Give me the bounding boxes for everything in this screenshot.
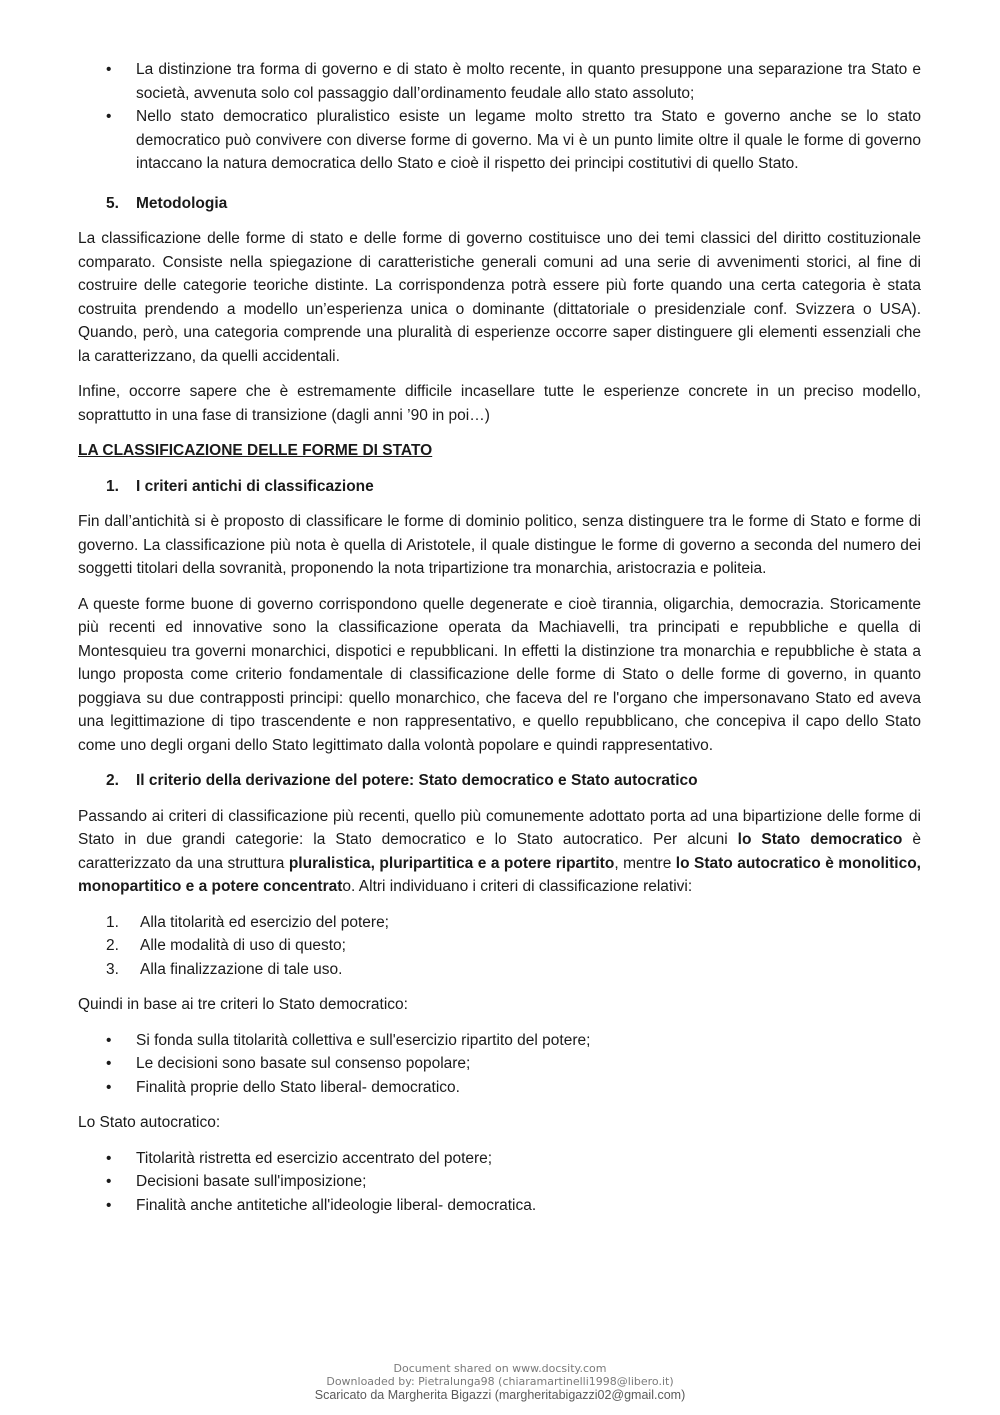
bullet-icon: •	[106, 1078, 112, 1096]
bullet-icon: •	[106, 61, 112, 78]
bullet-icon: •	[106, 1031, 112, 1049]
list-item: • Le decisioni sono basate sul consenso popolare;	[78, 1052, 921, 1076]
paragraph: Quindi in base ai tre criteri lo Stato democratico:	[78, 996, 408, 1013]
list-item: 1. Alla titolarità ed esercizio del potere;	[106, 913, 389, 931]
list-item: • Nello stato democratico pluralistico esiste un legame molto stretto tra Stato e governo anche se lo stato democratico può convivere con diverse forme di governo. Ma vi è un punto limite oltre il quale le forme di governo intaccano la natura democratica dello Stato e cioè il rispetto dei principi costitutivi di quello Stato.	[78, 105, 921, 176]
section-title: LA CLASSIFICAZIONE DELLE FORME DI STATO	[78, 442, 433, 459]
list-item: • Decisioni basate sull'imposizione;	[78, 1170, 921, 1194]
bullet-icon: •	[106, 1149, 112, 1167]
list-item: • Finalità proprie dello Stato liberal- democratico.	[78, 1076, 921, 1100]
footer-downloaded-from: Scaricato da Margherita Bigazzi (margheritabigazzi02@gmail.com)	[314, 1388, 686, 1402]
list-item: 3. Alla finalizzazione di tale uso.	[106, 960, 343, 978]
bullet-list-top	[78, 58, 921, 176]
paragraph: Passando ai criteri di classificazione più recenti, quello più comunemente adottato porta ad una bipartizione delle forme di Stato in due grandi categorie: la Stato democratico e lo Stato autocratico. Per alcuni lo Stato democratico è caratterizzato da una struttura pluralistica, pluripartitica e a potere ripartito, mentre lo Stato autocratico è monolitico, monopartitico e a potere concentrato. Altri individuano i criteri di classificazione relativi:	[78, 807, 921, 895]
bullet-list-democratico	[78, 1029, 921, 1100]
bullet-list-autocratico	[78, 1147, 921, 1218]
list-item: • Finalità anche antitetiche all'ideologie liberal- democratica.	[78, 1194, 921, 1218]
heading-criterio-derivazione: 2. Il criterio della derivazione del potere: Stato democratico e Stato autocratico	[106, 772, 698, 789]
page-content	[78, 58, 921, 1217]
bullet-icon: •	[106, 1055, 112, 1072]
bullet-icon: •	[106, 1173, 112, 1190]
heading-metodologia: 5. Metodologia	[106, 194, 228, 212]
paragraph: Lo Stato autocratico:	[78, 1114, 221, 1131]
paragraph: Fin dall’antichità si è proposto di classificare le forme di dominio politico, senza distinguere tra le forme di Stato e forme di governo. La classificazione più nota è quella di Aristotele, il quale distingue le forme di governo a seconda del numero dei soggetti titolari della sovranità, proponendo la nota tripartizione tra monarchia, aristocrazia e politeia.	[78, 513, 921, 577]
footer-shared-on: Document shared on www.docsity.com	[393, 1362, 607, 1375]
bullet-icon: •	[106, 1196, 112, 1214]
paragraph: Infine, occorre sapere che è estremamente difficile incasellare tutte le esperienze concrete in un preciso modello, soprattutto in una fase di transizione (dagli anni ’90 in poi…)	[78, 383, 921, 424]
list-item: • Si fonda sulla titolarità collettiva e sull'esercizio ripartito del potere;	[78, 1029, 921, 1053]
list-item: 2. Alle modalità di uso di questo;	[106, 937, 346, 954]
list-item: • Titolarità ristretta ed esercizio accentrato del potere;	[78, 1147, 921, 1171]
bullet-icon: •	[106, 108, 112, 125]
footer-downloaded-by: Downloaded by: Pietralunga98 (chiaramartinelli1998@libero.it)	[326, 1375, 674, 1388]
numbered-list-criteri	[78, 911, 921, 982]
heading-criteri-antichi: 1. I criteri antichi di classificazione	[106, 477, 374, 495]
list-item: • La distinzione tra forma di governo e di stato è molto recente, in quanto presuppone una separazione tra Stato e società, avvenuta solo col passaggio dall’ordinamento feudale allo stato assoluto;	[78, 58, 921, 105]
paragraph: A queste forme buone di governo corrispondono quelle degenerate e cioè tirannia, oligarchia, democrazia. Storicamente più recenti ed innovative sono la classificazione operata da Machiavelli, tra principati e repubbliche e quella di Montesquieu tra governi monarchici, dispotici e repubblicani. In effetti la distinzione tra monarchia e repubbliche è stata a lungo proposta come criterio fondamentale di classificazione delle forme di Stato o delle forme di governo, in quanto poggiava su due contrapposti principi: quello monarchico, che faceva del re l'organo che impersonavano Stato ed aveva una legittimazione di tipo trascendente e non rappresentativo, e quello repubblicano, che concepiva il capo dello Stato come uno degli organi dello Stato legittimato dalla volontà popolare e quindi rappresentativo.	[78, 595, 921, 754]
paragraph: La classificazione delle forme di stato e delle forme di governo costituisce uno dei temi classici del diritto costituzionale comparato. Consiste nella spiegazione di caratteristiche generali comuni ad una serie di avvenimenti storici, al fine di costruire delle categorie teoriche distinte. La corrispondenza potrà essere più forte quando una certa categoria è stata costruita prendendo a modello un’esperienza unica o dominante (dittatoriale o presidenziale conf. Svizzera o USA). Quando, però, una categoria comprende una pluralità di esperienze occorre saper distinguere gli elementi essenziali che la caratterizzano, da quelli accidentali.	[78, 230, 921, 365]
